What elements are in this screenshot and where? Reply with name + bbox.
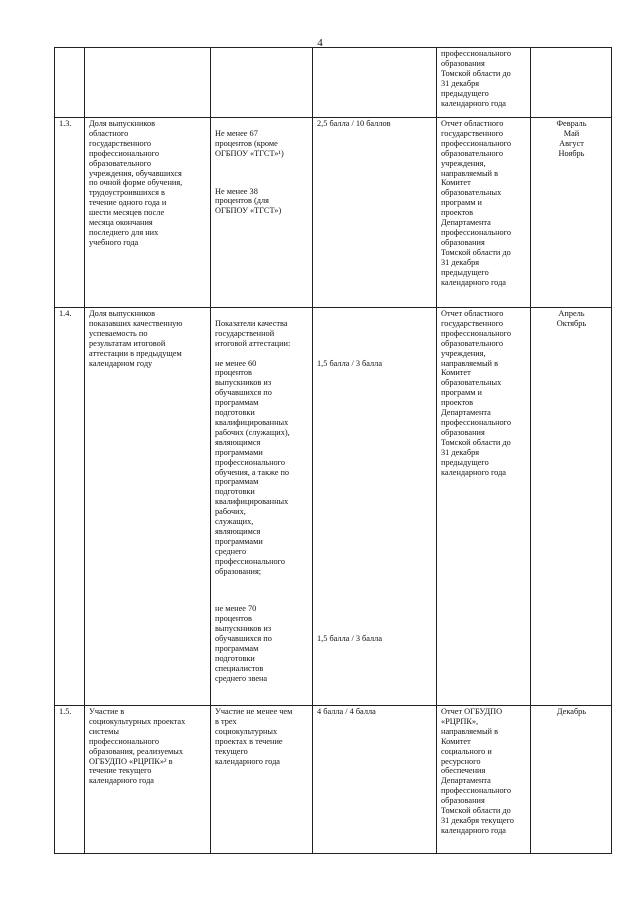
table-row [55, 308, 612, 706]
criteria-cell [211, 118, 313, 308]
page-number: 4 [317, 37, 323, 49]
report-cell: Отчет областного государственного профессионального образовательного учреждения, направляемый в Комитет образовательных программ и проектов Департамента профессионального образования Томской области до 31 декабря предыдущего календарного года [437, 118, 531, 308]
criteria-cell: Участие не менее чем в трех социокультурных проектах в течение текущего календарного года [211, 706, 313, 854]
months-cell: Декабрь [531, 706, 612, 854]
criteria-text: не менее 70 процентов выпускников из обучавшихся по программам подготовки специалистов среднего звена [215, 604, 272, 683]
criteria-table [54, 47, 612, 854]
criteria-cell [211, 48, 313, 118]
months-cell [531, 48, 612, 118]
criteria-cell [211, 308, 313, 706]
row-number: 1.3. [55, 118, 85, 308]
score-cell: 2,5 балла / 10 баллов [313, 118, 437, 308]
score-cell [313, 308, 437, 706]
table-row [55, 706, 612, 854]
score-text: 1,5 балла / 3 балла [317, 633, 383, 643]
months-cell: Апрель Октябрь [531, 308, 612, 706]
criteria-text: Не менее 38 процентов (для ОГБПОУ «ТГСТ») [215, 186, 282, 216]
indicator-cell: Доля выпускников показавших качественную успеваемость по результатам итоговой аттестации в предыдущем календарном году [85, 308, 211, 706]
report-cell: профессионального образования Томской области до 31 декабря предыдущего календарного года [437, 48, 531, 118]
row-number [55, 48, 85, 118]
criteria-text: Показатели качества государственной итоговой аттестации: не менее 60 процентов выпускников из обучавшихся по программам подготовки квалифицированных рабочих (служащих), являющимся программами профессионального обучения, а также по программам подготовки квалифицированных рабочих, служащих, являющимся программами среднего профессионального образования; [215, 318, 291, 576]
report-cell: Отчет ОГБУДПО «РЦРПК», направляемый в Комитет социального и ресурсного обеспечения Департамента профессионального образования Томской области до 31 декабря текущего календарного года [437, 706, 531, 854]
indicator-cell [85, 48, 211, 118]
row-number: 1.4. [55, 308, 85, 706]
indicator-cell: Доля выпускников областного государственного профессионального образовательного учреждения, обучавшихся по очной форме обучения, трудоустроившихся в течение одного года и шести месяцев после месяца окончания последнего для них учебного года [85, 118, 211, 308]
score-cell: 4 балла / 4 балла [313, 706, 437, 854]
criteria-text: Не менее 67 процентов (кроме ОГБПОУ «ТГСТ»¹) [215, 128, 284, 158]
table-row [55, 48, 612, 118]
score-text: 1,5 балла / 3 балла [317, 358, 383, 368]
months-cell: Февраль Май Август Ноябрь [531, 118, 612, 308]
score-cell [313, 48, 437, 118]
indicator-cell: Участие в социокультурных проектах системы профессионального образования, реализуемых ОГБУДПО «РЦРПК»² в течение текущего календарного года [85, 706, 211, 854]
row-number: 1.5. [55, 706, 85, 854]
report-cell: Отчет областного государственного профессионального образовательного учреждения, направляемый в Комитет образовательных программ и проектов Департамента профессионального образования Томской области до 31 декабря предыдущего календарного года [437, 308, 531, 706]
table-row [55, 118, 612, 308]
